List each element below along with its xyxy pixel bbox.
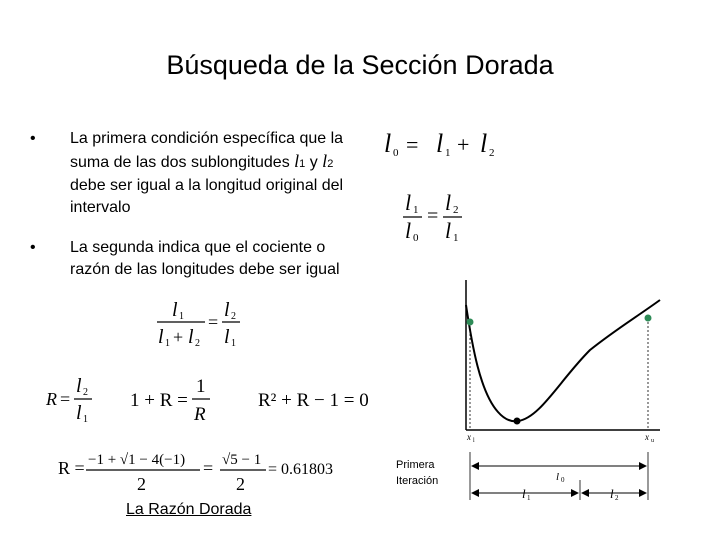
equation-R: [45, 375, 92, 425]
l0-label: l: [556, 471, 560, 483]
eq-sum-l0: l: [384, 129, 392, 158]
eq-sum-plus: +: [457, 132, 470, 157]
eqR-den: l: [76, 402, 82, 424]
l2-label: l: [610, 486, 614, 501]
eqR-num: l: [76, 375, 82, 397]
bullet-text: La primera condición específica que la suma de las dos sublongitudes: [70, 130, 344, 171]
equation-1R: [130, 376, 210, 425]
eq-ratio-den2: l: [445, 218, 452, 243]
eq1R-lhs: 1 + R =: [130, 390, 188, 411]
label-xl: x: [467, 432, 471, 442]
eq2-den1bs: 2: [195, 338, 200, 349]
eqR-R: R: [46, 389, 57, 409]
var-l2: l: [322, 151, 328, 171]
eq-ratio-equals: =: [427, 205, 439, 227]
eqsol-den2: 2: [236, 474, 245, 494]
eq1R-den: R: [194, 404, 206, 425]
eqR-equals: =: [60, 389, 71, 409]
eq2-den1as: 1: [165, 338, 170, 349]
eq2-dens2: 1: [231, 338, 236, 349]
eq2-nums1: 1: [179, 311, 184, 322]
minimum-point: [514, 418, 521, 425]
eq2-den1b: l: [188, 326, 194, 348]
equation-sum: [384, 129, 495, 159]
eq-quad-text: R² + R − 1 = 0: [258, 390, 369, 411]
first-iteration-line1: Primera: [396, 459, 435, 471]
eq2-den1a: l: [158, 326, 164, 348]
eq-sum-l2: l: [480, 129, 488, 158]
xu-point: [645, 315, 652, 322]
golden-section-figure: [396, 280, 660, 502]
bullet-text-end: debe ser igual a la longitud original del intervalo: [70, 177, 344, 216]
eq-ratio-nums2: 2: [453, 204, 459, 216]
bullet-marker: •: [30, 239, 36, 256]
function-curve: [466, 300, 660, 421]
eq-sum-l1: l: [436, 129, 444, 158]
label-xl-sub: l: [473, 438, 475, 444]
slide-title: Búsqueda de la Sección Dorada: [166, 50, 554, 80]
eq2-equals: =: [208, 312, 219, 332]
equation-solution: [58, 452, 333, 494]
eqsol-den: 2: [137, 474, 146, 494]
eqR-nums: 2: [83, 387, 88, 398]
var-l1-sub: 1: [299, 158, 306, 170]
xl-point: [467, 319, 474, 326]
bullet-marker: •: [30, 130, 36, 147]
eq1R-num: 1: [196, 376, 206, 397]
first-iteration-line2: Iteración: [396, 475, 439, 487]
l1-sub: 1: [527, 494, 531, 502]
l0-sub: 0: [561, 476, 565, 484]
eq-sum-s0: 0: [393, 147, 399, 159]
eqsol-num2: √5 − 1: [222, 452, 262, 468]
eq2-den2: l: [224, 326, 230, 348]
golden-ratio-caption: La Razón Dorada: [126, 501, 252, 518]
eq-sum-s1: 1: [445, 147, 451, 159]
eq2-nums2: 2: [231, 311, 236, 322]
l1-label: l: [522, 486, 526, 501]
eqsol-result: = 0.61803: [268, 461, 334, 478]
eq2-num2: l: [224, 299, 230, 321]
eq-ratio-num1: l: [405, 190, 412, 215]
bullet-text-conj: y: [305, 154, 323, 171]
l2-sub: 2: [615, 494, 619, 502]
eq-ratio-dens1: 0: [413, 232, 419, 244]
eq2-num1: l: [172, 299, 178, 321]
equation-ratio-2: [157, 299, 240, 349]
eq2-plus: +: [173, 327, 184, 347]
eq-sum-equals: =: [406, 132, 419, 157]
eqsol-equals: =: [203, 458, 214, 478]
var-l2-sub: 2: [327, 158, 334, 170]
var-l1: l: [294, 151, 300, 171]
eqsol-num: −1 + √1 − 4(−1): [88, 452, 186, 468]
eq-ratio-nums1: 1: [413, 204, 419, 216]
eq-ratio-dens2: 1: [453, 232, 459, 244]
equation-quadratic: [258, 390, 369, 411]
equation-ratio: [403, 190, 462, 244]
eqsol-lhs: R =: [58, 458, 85, 478]
eqR-dens: 1: [83, 414, 88, 425]
eq-sum-s2: 2: [489, 147, 495, 159]
label-xu: x: [645, 432, 649, 442]
label-xu-sub: u: [651, 438, 654, 444]
eq-ratio-den1: l: [405, 218, 412, 243]
eq-ratio-num2: l: [445, 190, 452, 215]
bullet-text: La segunda indica que el cociente o razón de las longitudes debe ser igual: [70, 239, 340, 278]
